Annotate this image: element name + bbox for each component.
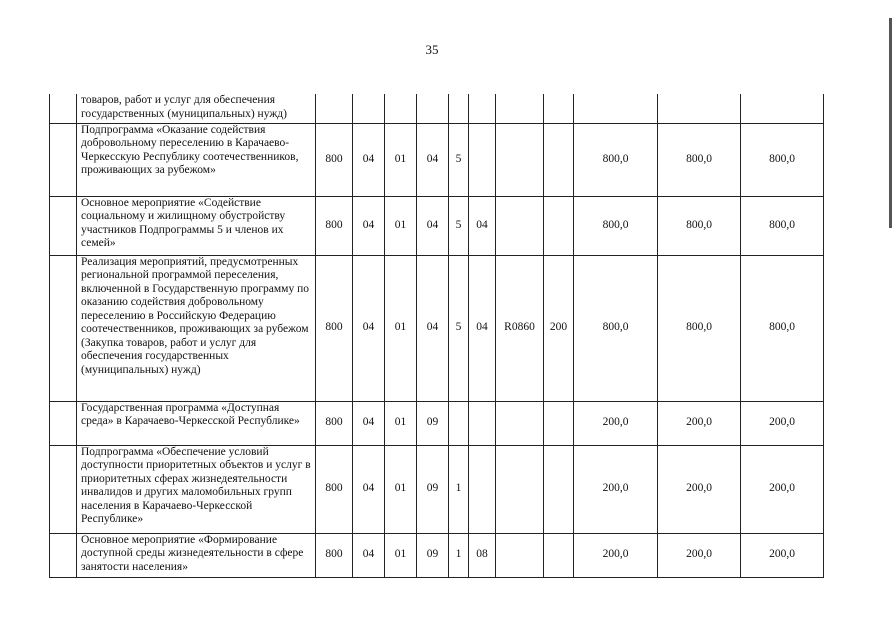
- grbs-code-cell: [316, 94, 353, 123]
- grbs-code-cell: 800: [316, 445, 353, 533]
- row-name-cell: товаров, работ и услуг для обеспечения государственных (муниципальных) нужд): [77, 94, 316, 123]
- event-code-cell: 08: [469, 533, 496, 577]
- page-number: 35: [425, 42, 439, 57]
- subprogram-code-cell: 5: [449, 123, 469, 196]
- section-code-cell: 04: [353, 196, 385, 255]
- section-code-cell: 04: [353, 255, 385, 401]
- row-index-cell: [50, 123, 77, 196]
- amount-year-3-cell: 800,0: [741, 196, 824, 255]
- event-code-cell: [469, 401, 496, 445]
- direction-code-cell: R0860: [496, 255, 544, 401]
- table-row: [50, 255, 824, 401]
- subprogram-code-cell: 1: [449, 533, 469, 577]
- grbs-code-cell: 800: [316, 123, 353, 196]
- grbs-code-cell: 800: [316, 533, 353, 577]
- section-code-cell: 04: [353, 401, 385, 445]
- subprogram-code-cell: [449, 401, 469, 445]
- direction-code-cell: [496, 445, 544, 533]
- row-index-cell: [50, 196, 77, 255]
- row-index-cell: [50, 533, 77, 577]
- subsection-code-cell: 01: [385, 445, 417, 533]
- subsection-code-cell: [385, 94, 417, 123]
- amount-year-1-cell: 800,0: [574, 123, 658, 196]
- section-code-cell: 04: [353, 533, 385, 577]
- expense-type-code-cell: [544, 445, 574, 533]
- section-code-cell: 04: [353, 123, 385, 196]
- program-code-cell: [417, 94, 449, 123]
- grbs-code-cell: 800: [316, 401, 353, 445]
- table-row: [50, 196, 824, 255]
- direction-code-cell: [496, 533, 544, 577]
- row-index-cell: [50, 445, 77, 533]
- subprogram-code-cell: 5: [449, 255, 469, 401]
- budget-table: [49, 94, 824, 578]
- program-code-cell: 04: [417, 123, 449, 196]
- amount-year-2-cell: 200,0: [658, 401, 741, 445]
- amount-year-3-cell: 200,0: [741, 533, 824, 577]
- subsection-code-cell: 01: [385, 401, 417, 445]
- event-code-cell: [469, 445, 496, 533]
- amount-year-1-cell: 200,0: [574, 401, 658, 445]
- subsection-code-cell: 01: [385, 196, 417, 255]
- amount-year-3-cell: [741, 94, 824, 123]
- amount-year-2-cell: 800,0: [658, 123, 741, 196]
- amount-year-1-cell: 200,0: [574, 533, 658, 577]
- subprogram-code-cell: 5: [449, 196, 469, 255]
- grbs-code-cell: 800: [316, 255, 353, 401]
- subsection-code-cell: 01: [385, 123, 417, 196]
- program-code-cell: 09: [417, 401, 449, 445]
- row-name-cell: Подпрограмма «Обеспечение условий доступности приоритетных объектов и услуг в приоритетных сферах жизнедеятельности инвалидов и других маломобильных групп населения в Карачаево-Черкесской Республике»: [77, 445, 316, 533]
- amount-year-2-cell: 200,0: [658, 533, 741, 577]
- table-row: [50, 533, 824, 577]
- amount-year-2-cell: 200,0: [658, 445, 741, 533]
- amount-year-2-cell: 800,0: [658, 255, 741, 401]
- expense-type-code-cell: [544, 123, 574, 196]
- subprogram-code-cell: [449, 94, 469, 123]
- direction-code-cell: [496, 123, 544, 196]
- table-row: [50, 445, 824, 533]
- amount-year-3-cell: 800,0: [741, 255, 824, 401]
- expense-type-code-cell: 200: [544, 255, 574, 401]
- row-name-cell: Основное мероприятие «Содействие социальному и жилищному обустройству участников Подпрограммы 5 и членов их семей»: [77, 196, 316, 255]
- table-row: [50, 401, 824, 445]
- event-code-cell: [469, 94, 496, 123]
- amount-year-1-cell: 200,0: [574, 445, 658, 533]
- amount-year-1-cell: 800,0: [574, 255, 658, 401]
- program-code-cell: 09: [417, 445, 449, 533]
- section-code-cell: [353, 94, 385, 123]
- expense-type-code-cell: [544, 94, 574, 123]
- amount-year-3-cell: 200,0: [741, 401, 824, 445]
- amount-year-1-cell: [574, 94, 658, 123]
- grbs-code-cell: 800: [316, 196, 353, 255]
- row-index-cell: [50, 255, 77, 401]
- expense-type-code-cell: [544, 533, 574, 577]
- program-code-cell: 04: [417, 255, 449, 401]
- section-code-cell: 04: [353, 445, 385, 533]
- direction-code-cell: [496, 196, 544, 255]
- row-index-cell: [50, 94, 77, 123]
- row-index-cell: [50, 401, 77, 445]
- program-code-cell: 09: [417, 533, 449, 577]
- direction-code-cell: [496, 94, 544, 123]
- direction-code-cell: [496, 401, 544, 445]
- subsection-code-cell: 01: [385, 255, 417, 401]
- amount-year-2-cell: [658, 94, 741, 123]
- table-row: [50, 94, 824, 123]
- amount-year-2-cell: 800,0: [658, 196, 741, 255]
- event-code-cell: [469, 123, 496, 196]
- event-code-cell: 04: [469, 255, 496, 401]
- row-name-cell: Основное мероприятие «Формирование доступной среды жизнедеятельности в сфере занятости населения»: [77, 533, 316, 577]
- amount-year-1-cell: 800,0: [574, 196, 658, 255]
- table-row: [50, 123, 824, 196]
- expense-type-code-cell: [544, 401, 574, 445]
- subprogram-code-cell: 1: [449, 445, 469, 533]
- scan-edge-shadow: [889, 18, 892, 228]
- expense-type-code-cell: [544, 196, 574, 255]
- amount-year-3-cell: 200,0: [741, 445, 824, 533]
- program-code-cell: 04: [417, 196, 449, 255]
- amount-year-3-cell: 800,0: [741, 123, 824, 196]
- event-code-cell: 04: [469, 196, 496, 255]
- row-name-cell: Подпрограмма «Оказание содействия добровольному переселению в Карачаево-Черкесскую Республику соотечественников, проживающих за рубежом»: [77, 123, 316, 196]
- row-name-cell: Реализация мероприятий, предусмотренных региональной программой переселения, включенной в Государственную программу по оказанию содействия добровольному переселению в Российскую Федерацию соотечественников, проживающих за рубежом (Закупка товаров, работ и услуг для обеспечения государственных (муниципальных) нужд): [77, 255, 316, 401]
- subsection-code-cell: 01: [385, 533, 417, 577]
- row-name-cell: Государственная программа «Доступная среда» в Карачаево-Черкесской Республике»: [77, 401, 316, 445]
